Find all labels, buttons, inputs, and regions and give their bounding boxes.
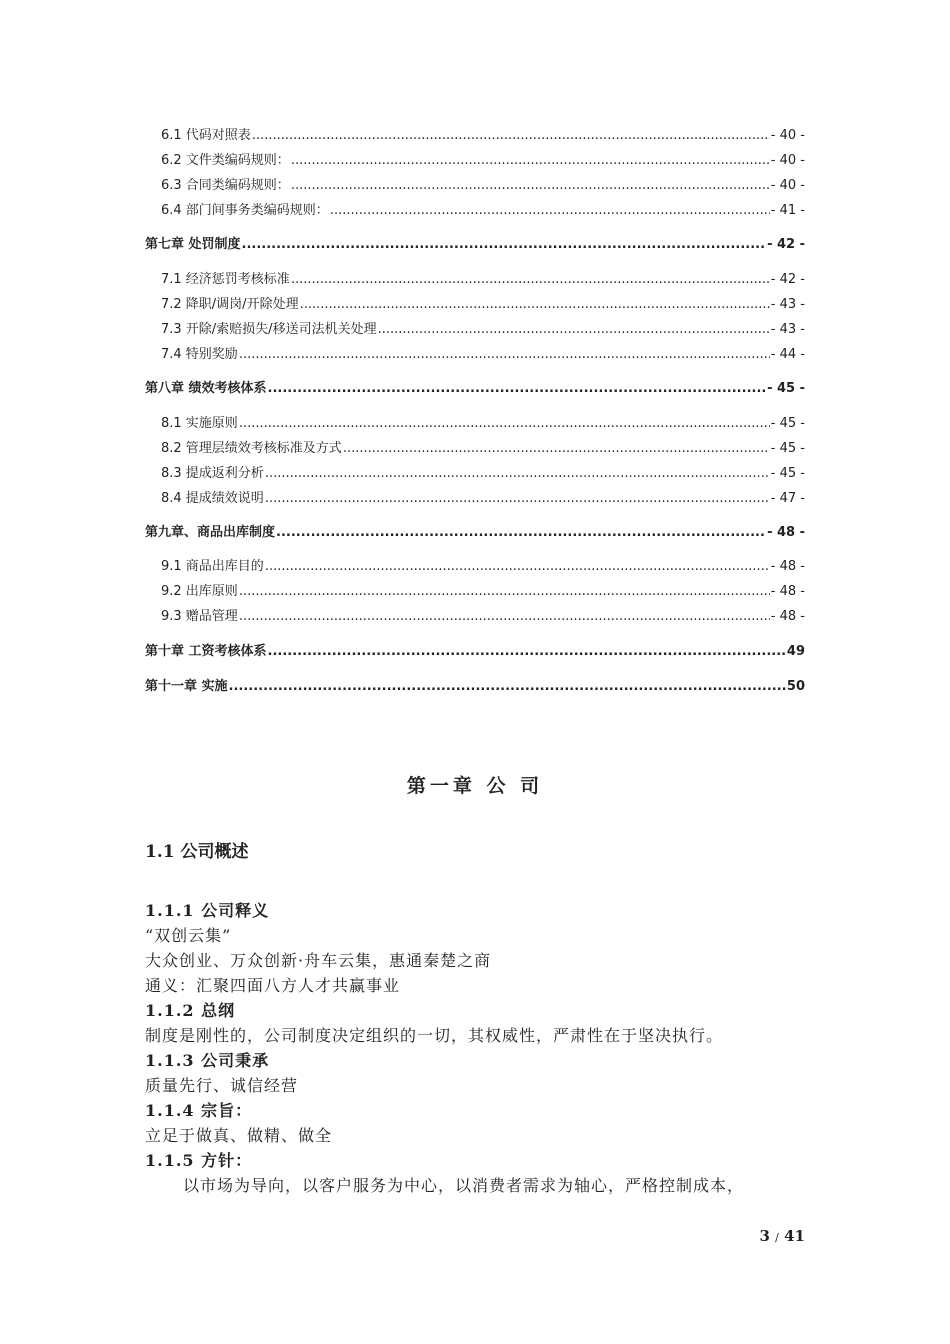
- subsection-heading: 1.1.3 公司秉承: [145, 1051, 270, 1070]
- toc-chapter-entry[interactable]: [145, 381, 805, 397]
- toc-entry-title: 第七章 处罚制度: [145, 237, 241, 252]
- toc-section-entry[interactable]: [145, 153, 805, 169]
- toc-leader-dots: [265, 491, 770, 507]
- toc-section-entry[interactable]: [145, 559, 805, 575]
- subsection-heading: 1.1.2 总纲: [145, 1001, 236, 1020]
- toc-entry-title: 6.1 代码对照表: [161, 128, 251, 143]
- toc-leader-dots: [378, 322, 770, 338]
- toc-leader-dots: [330, 203, 770, 219]
- toc-leader-dots: [252, 128, 770, 144]
- toc-leader-dots: [291, 272, 770, 288]
- toc-entry-page: - 43 -: [770, 322, 805, 337]
- toc-entry-title: 第十一章 实施: [145, 679, 228, 694]
- toc-chapter-entry[interactable]: [145, 644, 805, 660]
- toc-entry-page: - 40 -: [770, 178, 805, 193]
- toc-chapter-entry[interactable]: [145, 525, 805, 541]
- toc-section-entry[interactable]: [145, 322, 805, 338]
- toc-section-entry[interactable]: [145, 491, 805, 507]
- chapter-title: 第一章 公 司: [406, 775, 544, 797]
- toc-entry-page: - 48 -: [770, 584, 805, 599]
- toc-entry-page: - 40 -: [770, 128, 805, 143]
- toc-entry-title: 6.3 合同类编码规则：: [161, 178, 290, 193]
- toc-leader-dots: [343, 441, 770, 457]
- toc-entry-page: - 44 -: [770, 347, 805, 362]
- toc-chapter-entry[interactable]: [145, 237, 805, 253]
- toc-entry-page: 50: [786, 679, 805, 694]
- toc-entry-page: - 40 -: [770, 153, 805, 168]
- toc-entry-page: 49: [786, 644, 805, 659]
- page-total: 41: [784, 1227, 805, 1245]
- toc-leader-dots: [291, 153, 770, 169]
- toc-entry-title: 9.2 出库原则: [161, 584, 238, 599]
- toc-entry-page: - 48 -: [770, 609, 805, 624]
- page-number: [760, 1227, 806, 1245]
- toc-leader-dots: [229, 679, 786, 695]
- toc-entry-page: - 48 -: [767, 525, 805, 540]
- toc-entry-title: 8.3 提成返利分析: [161, 466, 264, 481]
- toc-leader-dots: [239, 584, 770, 600]
- paragraph-line: 立足于做真、做精、做全: [145, 1126, 333, 1145]
- toc-section-entry[interactable]: [145, 441, 805, 457]
- toc-chapter-entry[interactable]: [145, 679, 805, 695]
- toc-entry-page: - 45 -: [770, 441, 805, 456]
- toc-entry-page: - 47 -: [770, 491, 805, 506]
- paragraph-line: 制度是刚性的，公司制度决定组织的一切，其权威性，严肃性在于坚决执行。: [145, 1026, 724, 1045]
- toc-leader-dots: [239, 416, 770, 432]
- toc-entry-title: 9.1 商品出库目的: [161, 559, 264, 574]
- toc-entry-title: 6.2 文件类编码规则：: [161, 153, 290, 168]
- toc-leader-dots: [242, 237, 767, 253]
- subsection-heading: 1.1.1 公司释义: [145, 901, 270, 920]
- toc-section-entry[interactable]: [145, 203, 805, 219]
- toc-entry-title: 第十章 工资考核体系: [145, 644, 267, 659]
- toc-leader-dots: [291, 178, 770, 194]
- section-title: 1.1 公司概述: [145, 842, 249, 862]
- toc-entry-title: 7.4 特别奖励: [161, 347, 238, 362]
- toc-entry-title: 第八章 绩效考核体系: [145, 381, 267, 396]
- toc-entry-page: - 45 -: [770, 466, 805, 481]
- toc-section-entry[interactable]: [145, 178, 805, 194]
- toc-leader-dots: [265, 559, 770, 575]
- subsection-heading: 1.1.5 方针：: [145, 1151, 253, 1170]
- toc-leader-dots: [268, 644, 786, 660]
- toc-entry-title: 8.1 实施原则: [161, 416, 238, 431]
- toc-entry-title: 6.4 部门间事务类编码规则：: [161, 203, 329, 218]
- toc-entry-page: - 43 -: [770, 297, 805, 312]
- toc-section-entry[interactable]: [145, 416, 805, 432]
- toc-leader-dots: [268, 381, 767, 397]
- toc-leader-dots: [239, 347, 770, 363]
- toc-leader-dots: [239, 609, 770, 625]
- paragraph-line: 通义：汇聚四面八方人才共赢事业: [145, 976, 401, 995]
- paragraph-line: 质量先行、诚信经营: [145, 1076, 299, 1095]
- toc-entry-page: - 45 -: [770, 416, 805, 431]
- toc-entry-title: 8.2 管理层绩效考核标准及方式: [161, 441, 342, 456]
- toc-entry-title: 7.3 开除/索赔损失/移送司法机关处理: [161, 322, 377, 337]
- page-current: 3: [759, 1227, 770, 1245]
- toc-entry-title: 9.3 赠品管理: [161, 609, 238, 624]
- toc-section-entry[interactable]: [145, 584, 805, 600]
- toc-section-entry[interactable]: [145, 128, 805, 144]
- toc-entry-title: 7.1 经济惩罚考核标准: [161, 272, 290, 287]
- subsection-heading: 1.1.4 宗旨：: [145, 1101, 253, 1120]
- toc-entry-title: 8.4 提成绩效说明: [161, 491, 264, 506]
- toc-leader-dots: [265, 466, 770, 482]
- toc-entry-page: - 48 -: [770, 559, 805, 574]
- paragraph-line: “双创云集”: [145, 926, 232, 945]
- toc-entry-title: 7.2 降职/调岗/开除处理: [161, 297, 299, 312]
- toc-entry-page: - 41 -: [770, 203, 805, 218]
- paragraph-line: 以市场为导向，以客户服务为中心，以消费者需求为轴心，严格控制成本，: [183, 1176, 745, 1195]
- body-text: [145, 898, 825, 1198]
- toc-section-entry[interactable]: [145, 272, 805, 288]
- toc-leader-dots: [276, 525, 766, 541]
- toc-entry-page: - 42 -: [767, 237, 805, 252]
- toc-entry-title: 第九章、商品出库制度: [145, 525, 276, 540]
- toc-entry-page: - 45 -: [767, 381, 805, 396]
- toc-entry-page: - 42 -: [770, 272, 805, 287]
- page-separator: /: [775, 1231, 779, 1244]
- toc-section-entry[interactable]: [145, 297, 805, 313]
- toc-leader-dots: [300, 297, 770, 313]
- toc-section-entry[interactable]: [145, 609, 805, 625]
- toc-section-entry[interactable]: [145, 466, 805, 482]
- toc-section-entry[interactable]: [145, 347, 805, 363]
- paragraph-line: 大众创业、万众创新·舟车云集，惠通秦楚之商: [145, 951, 492, 970]
